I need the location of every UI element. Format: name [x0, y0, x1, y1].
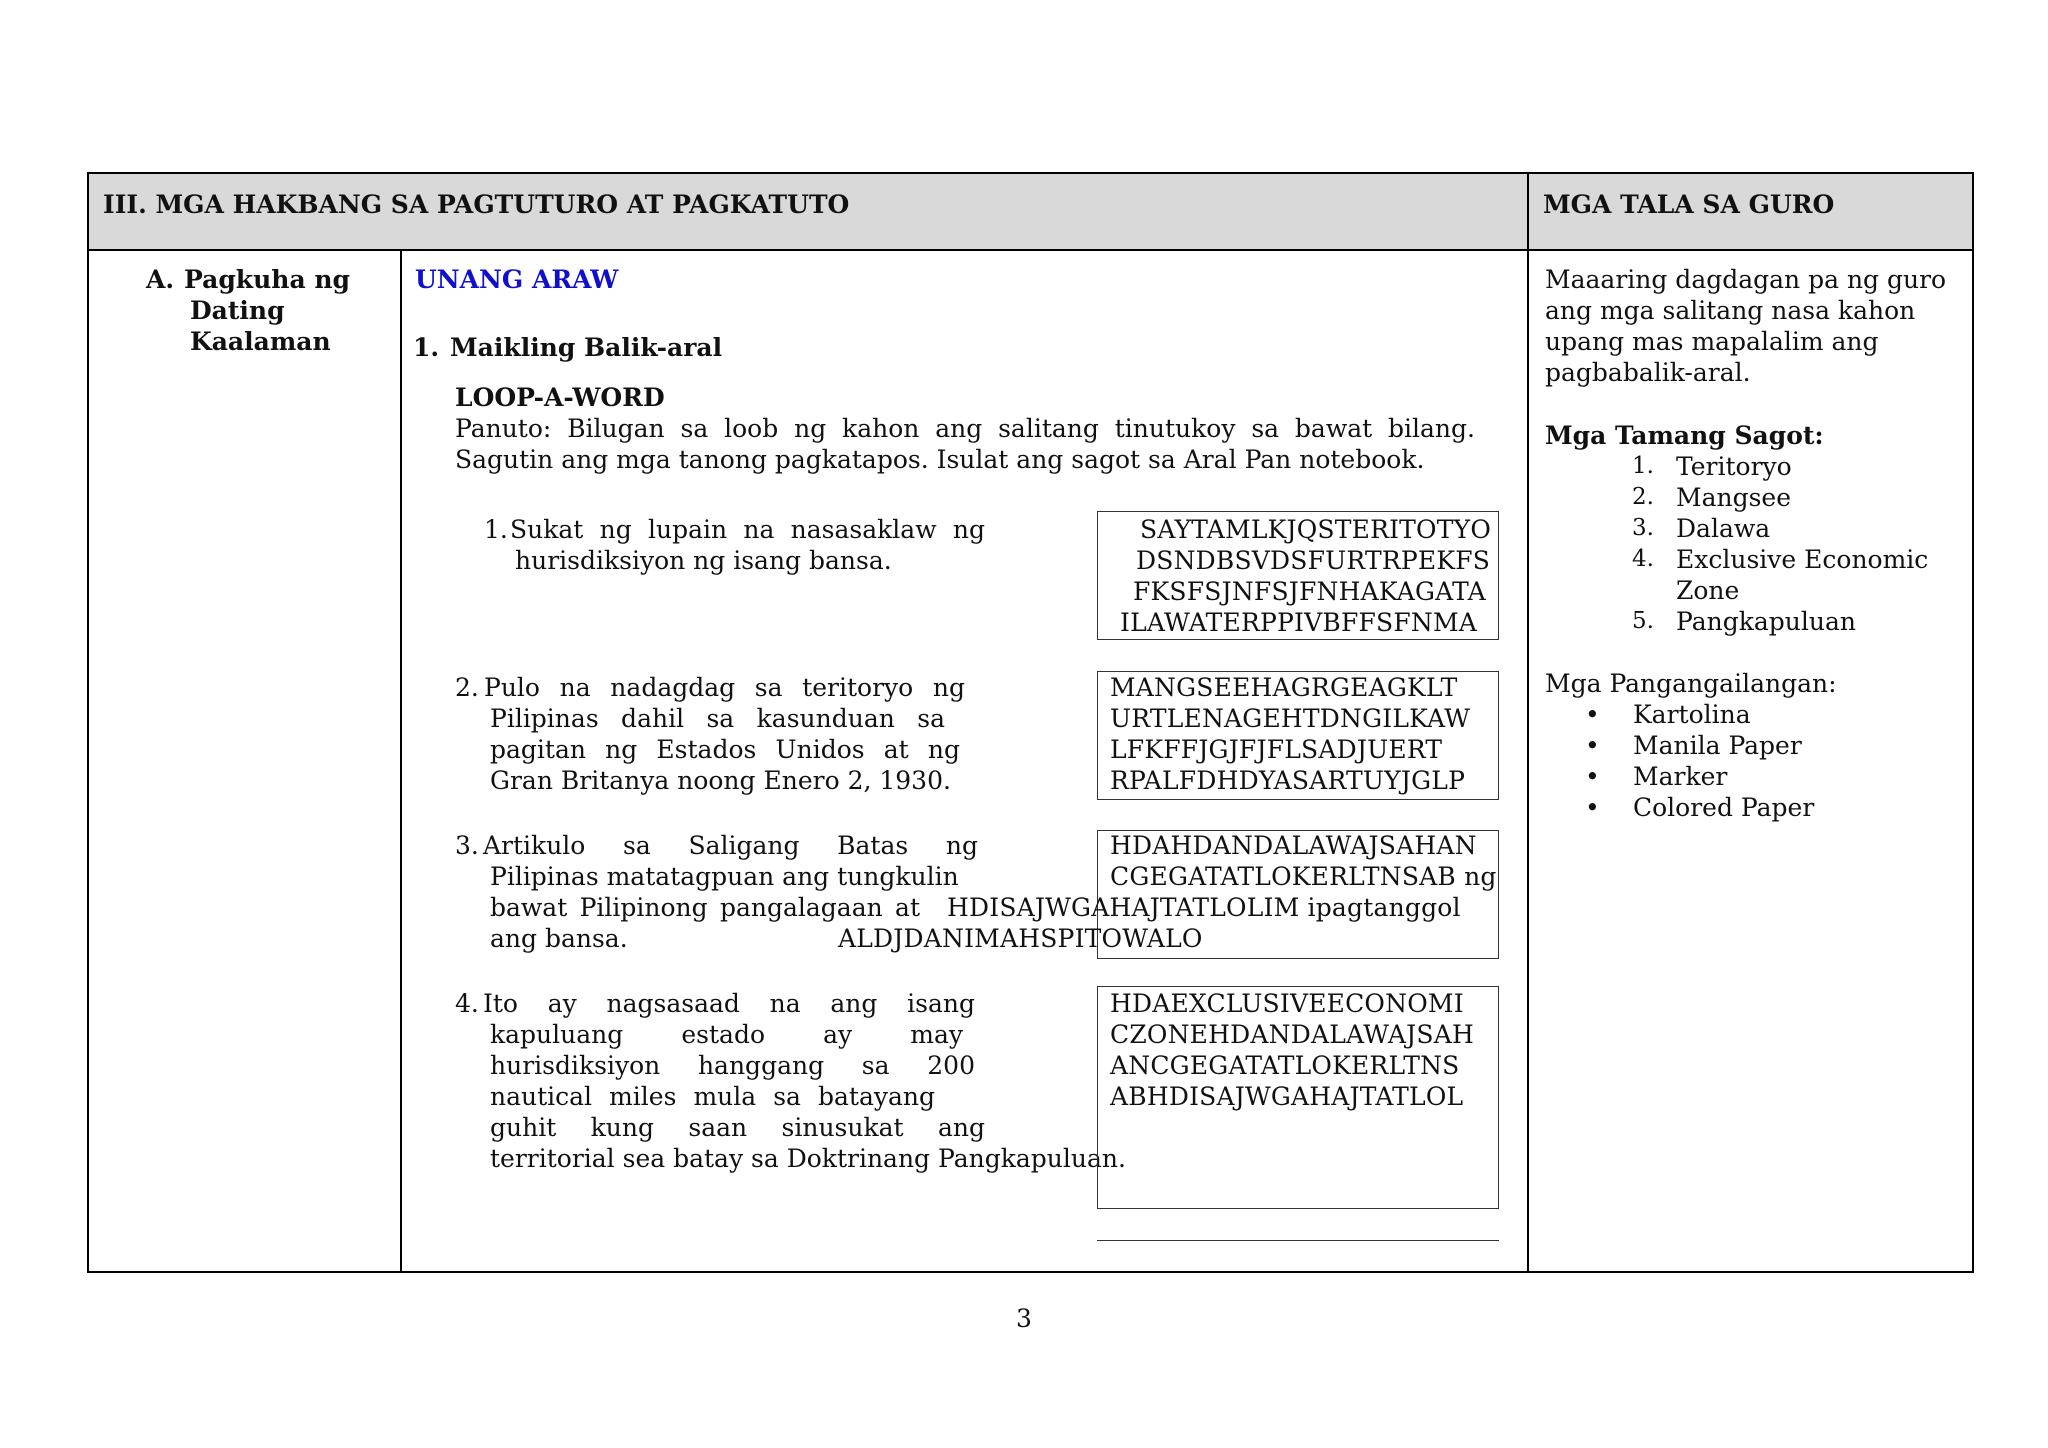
page-number: 3 [1016, 1304, 1032, 1333]
item-3-grid-row-1: HDAHDANDALAWAJSAHAN [1110, 831, 1477, 860]
answer-4-number: 4. [1632, 546, 1654, 572]
activity-title: LOOP-A-WORD [455, 383, 665, 412]
notes-intro-line-3: upang mas mapalalim ang [1545, 327, 1879, 356]
bullet-icon: • [1585, 762, 1600, 791]
item-2-grid-row-1: MANGSEEHAGRGEAGKLT [1110, 673, 1458, 702]
item-2-grid-row-3: LFKFFJGJFJFLSADJUERT [1110, 735, 1443, 764]
section-cell [88, 250, 401, 1272]
item-2-line-2: Pilipinas dahil sa kasunduan sa [490, 704, 945, 733]
bullet-icon: • [1585, 700, 1600, 729]
item-4-grid-row-2: CZONEHDANDALAWAJSAH [1110, 1020, 1474, 1049]
item-1-grid-row-4: ILAWATERPPIVBFFSFNMA [1120, 608, 1478, 637]
header-cell-steps [88, 173, 1528, 250]
material-2: Manila Paper [1633, 731, 1802, 760]
material-4: Colored Paper [1633, 793, 1815, 822]
item-1-grid-row-2: DSNDBSVDSFURTRPEKFS [1136, 546, 1491, 575]
item-2-line-1: Pulo na nadagdag sa teritoryo ng [484, 673, 965, 702]
item-3-grid-row-4: ALDJDANIMAHSPITOWALO [838, 924, 1203, 953]
day-heading: UNANG ARAW [415, 265, 619, 294]
item-1-line-1: Sukat ng lupain na nasasaklaw ng [510, 515, 985, 544]
answer-4-text-line-2: Zone [1676, 576, 1740, 605]
instruction-line-1: Panuto: Bilugan sa loob ng kahon ang salitang tinutukoy sa bawat bilang. [455, 414, 1475, 443]
bullet-icon: • [1585, 793, 1600, 822]
answer-2-number: 2. [1632, 484, 1654, 510]
answer-3-number: 3. [1632, 515, 1654, 541]
item-2-number: 2. [455, 673, 479, 702]
header-notes-title: MGA TALA SA GURO [1543, 190, 1835, 219]
item-4-grid-row-3: ANCGEGATATLOKERLTNS [1110, 1051, 1460, 1080]
answer-1-number: 1. [1632, 453, 1654, 479]
notes-intro-line-4: pagbabalik-aral. [1545, 358, 1751, 387]
item-3-grid-row-3: HDISAJWGAHAJTATLOLIM ipagtanggol [947, 893, 1461, 922]
part-number: 1. [413, 333, 440, 362]
item-3-line-3: bawat Pilipinong pangalagaan at [490, 893, 920, 922]
answer-5-text: Pangkapuluan [1676, 607, 1856, 636]
item-1-grid-row-3: FKSFSJNFSJFNHAKAGATA [1133, 577, 1486, 606]
notes-intro-line-2: ang mga salitang nasa kahon [1545, 296, 1916, 325]
item-1-grid-row-1: SAYTAMLKJQSTERITOTYO [1140, 515, 1492, 544]
table-header-row [88, 173, 1973, 250]
item-3-line-1: Artikulo sa Saligang Batas ng [483, 831, 978, 860]
section-title-line-2: Dating [190, 296, 285, 325]
item-3-number: 3. [455, 831, 479, 860]
answer-2-text: Mangsee [1676, 483, 1792, 512]
item-4-line-1: Ito ay nagsasaad na ang isang [483, 989, 975, 1018]
header-cell-notes [1528, 173, 1973, 250]
part-title: Maikling Balik-aral [450, 333, 723, 362]
section-title-line-3: Kaalaman [190, 327, 331, 356]
answer-1-text: Teritoryo [1676, 452, 1792, 481]
bullet-icon: • [1585, 731, 1600, 760]
item-4-line-5: guhit kung saan sinusukat ang [490, 1113, 985, 1142]
item-4-line-4: nautical miles mula sa batayang [490, 1082, 935, 1111]
material-1: Kartolina [1633, 700, 1751, 729]
answer-5-number: 5. [1632, 608, 1654, 634]
item-4-grid-row-1: HDAEXCLUSIVEECONOMI [1110, 989, 1464, 1018]
item-2-line-3: pagitan ng Estados Unidos at ng [490, 735, 960, 764]
answers-title: Mga Tamang Sagot: [1545, 421, 1824, 450]
item-1-number: 1. [484, 515, 508, 544]
materials-title: Mga Pangangailangan: [1545, 669, 1837, 698]
item-2-grid-row-4: RPALFDHDYASARTUYJGLP [1110, 766, 1466, 795]
notes-intro-line-1: Maaaring dagdagan pa ng guro [1545, 265, 1947, 294]
item-4-grid-row-4: ABHDISAJWGAHAJTATLOL [1110, 1082, 1464, 1111]
item-3-line-4: ang bansa. [490, 924, 628, 953]
item-4-line-3: hurisdiksiyon hanggang sa 200 [490, 1051, 975, 1080]
bottom-rule [1097, 1240, 1499, 1241]
header-steps-title: III. MGA HAKBANG SA PAGTUTURO AT PAGKATUTO [103, 190, 850, 219]
instruction-line-2: Sagutin ang mga tanong pagkatapos. Isulat ang sagot sa Aral Pan notebook. [455, 445, 1425, 474]
material-3: Marker [1633, 762, 1728, 791]
answer-4-text-line-1: Exclusive Economic [1676, 545, 1929, 574]
item-3-grid-row-2: CGEGATATLOKERLTNSAB ng [1110, 862, 1497, 891]
item-4-line-6: territorial sea batay sa Doktrinang Pangkapuluan. [490, 1144, 1126, 1173]
item-2-grid-row-2: URTLENAGEHTDNGILKAW [1110, 704, 1471, 733]
item-4-number: 4. [455, 989, 479, 1018]
section-title-line-1: Pagkuha ng [184, 265, 351, 294]
item-3-line-2: Pilipinas matatagpuan ang tungkulin [490, 862, 959, 891]
item-4-line-2: kapuluang estado ay may [490, 1020, 963, 1049]
item-2-line-4: Gran Britanya noong Enero 2, 1930. [490, 766, 951, 795]
answer-3-text: Dalawa [1676, 514, 1771, 543]
section-letter: A. [146, 265, 175, 294]
item-1-line-2: hurisdiksiyon ng isang bansa. [515, 546, 892, 575]
